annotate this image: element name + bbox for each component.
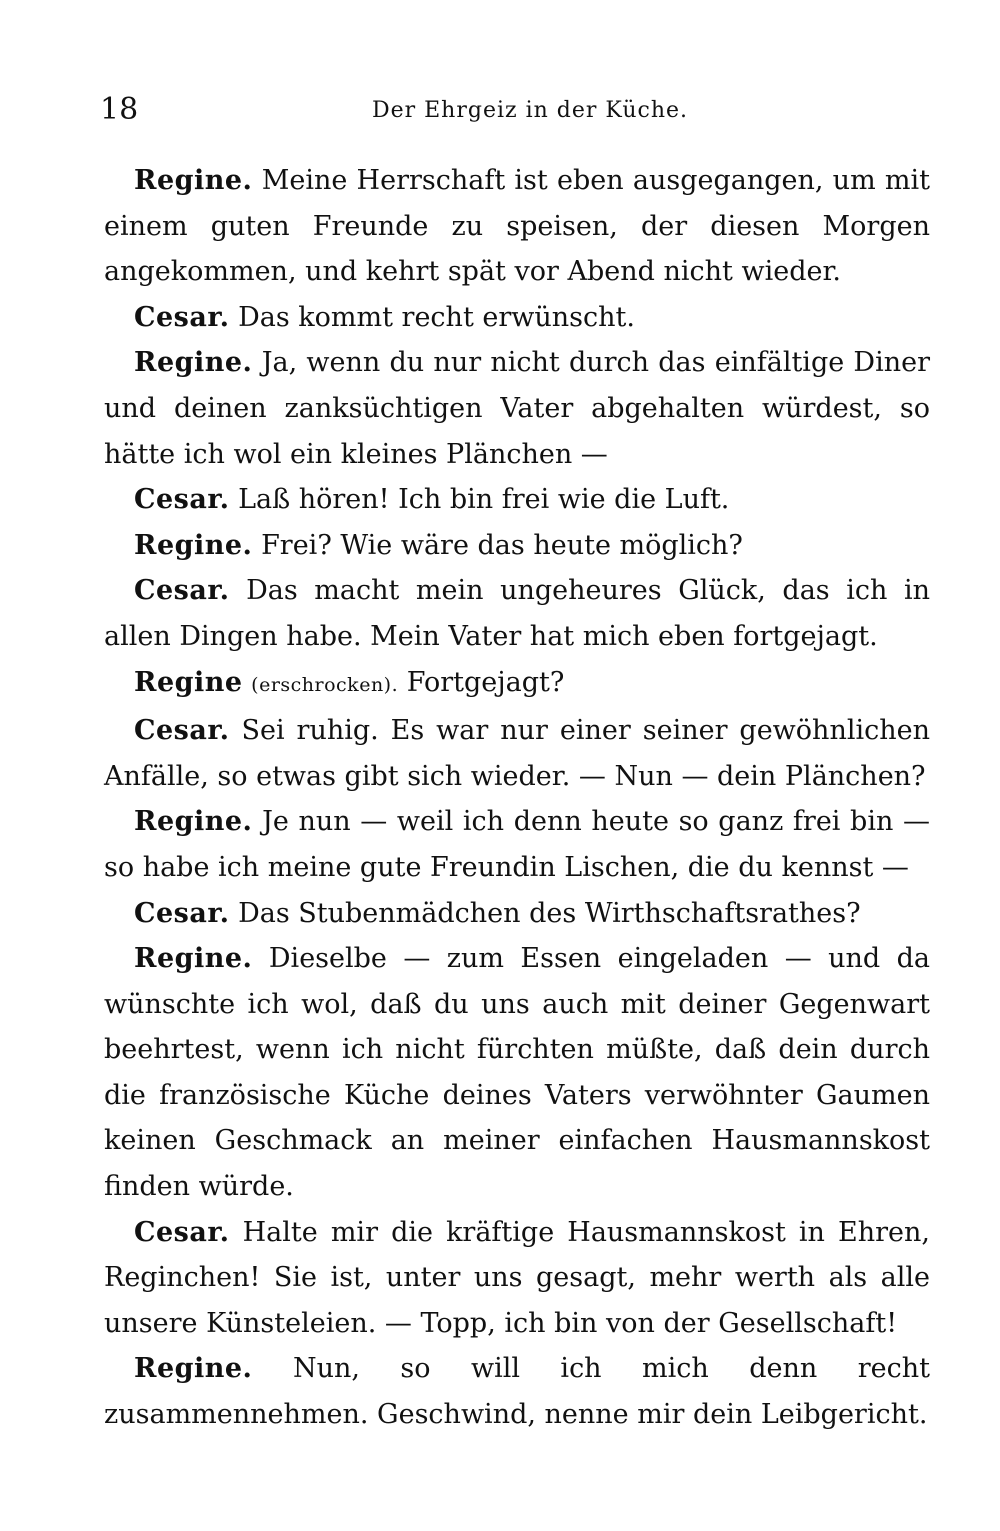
dialogue-paragraph xyxy=(104,158,930,295)
speech-text: Ja, wenn du nur nicht durch das einfältige Diner und deinen zanksüchtigen Vater abgehalten würdest, so hätte ich wol ein kleines Plänchen — xyxy=(104,347,930,470)
dialogue-paragraph xyxy=(104,660,930,709)
speaker-name: Cesar. xyxy=(134,301,230,333)
dialogue-paragraph xyxy=(104,1346,930,1437)
speech-text: Das Stubenmädchen des Wirthschaftsrathes? xyxy=(238,897,861,929)
speech-text: Laß hören! Ich bin frei wie die Luft. xyxy=(238,484,730,516)
speaker-name: Regine. xyxy=(134,347,253,379)
speech-text: Je nun — weil ich denn heute so ganz frei bin — so habe ich meine gute Freundin Lischen, die du kennst — xyxy=(104,806,930,883)
speaker-name: Regine. xyxy=(134,529,253,561)
speaker-name: Cesar. xyxy=(134,484,230,516)
speaker-name: Cesar. xyxy=(134,897,230,929)
speaker-name: Regine xyxy=(134,666,243,698)
speech-text: Meine Herrschaft ist eben ausgegangen, um mit einem guten Freunde zu speisen, der diesen Morgen angekommen, und kehrt spät vor Abend nicht wieder. xyxy=(104,165,930,288)
stage-direction: (erschrocken). xyxy=(251,673,399,696)
speech-text: Frei? Wie wäre das heute möglich? xyxy=(261,529,743,561)
speech-text: Nun, so will ich mich denn recht zusammennehmen. Geschwind, nenne mir dein Leibgericht. xyxy=(104,1353,930,1431)
dialogue-paragraph xyxy=(104,523,930,569)
dialogue-paragraph xyxy=(104,891,930,937)
page-number: 18 xyxy=(100,92,139,127)
speaker-name: Cesar. xyxy=(134,575,230,607)
dialogue-paragraph xyxy=(104,340,930,477)
speech-text: Halte mir die kräftige Hausmannskost in Ehren, Reginchen! Sie ist, unter uns gesagt, mehr werth als alle unsere Künsteleien. — Topp, ich bin von der Gesellschaft! xyxy=(104,1216,930,1339)
speaker-name: Regine. xyxy=(134,806,253,838)
dialogue-paragraph xyxy=(104,477,930,523)
dialogue-paragraph xyxy=(104,799,930,890)
speaker-name: Regine. xyxy=(134,1353,253,1385)
speaker-name: Cesar. xyxy=(134,715,230,747)
speech-text: Das macht mein ungeheures Glück, das ich in allen Dingen habe. Mein Vater hat mich eben fortgejagt. xyxy=(104,575,930,652)
speech-text: Fortgejagt? xyxy=(406,666,565,698)
dialogue-paragraph xyxy=(104,936,930,1210)
speech-text: Sei ruhig. Es war nur einer seiner gewöhnlichen Anfälle, so etwas gibt sich wieder. — Nun — dein Plänchen? xyxy=(104,715,930,792)
speaker-name: Regine. xyxy=(134,165,253,196)
running-head xyxy=(100,92,920,132)
dialogue-paragraph xyxy=(104,1210,930,1347)
speech-text: Dieselbe — zum Essen eingeladen — und da wünschte ich wol, daß du uns auch mit deiner Gegenwart beehrtest, wenn ich nicht fürchten müßte, daß dein durch die französische Küche deines Vaters verwöhnter Gaumen keinen Geschmack an meiner einfachen Hausmannskost finden würde. xyxy=(104,943,930,1203)
speaker-name: Cesar. xyxy=(134,1216,230,1248)
dialogue-paragraph xyxy=(104,708,930,799)
running-title: Der Ehrgeiz in der Küche. xyxy=(371,98,689,123)
speaker-name: Regine. xyxy=(134,943,253,975)
dialogue-text xyxy=(104,158,930,1438)
dialogue-paragraph xyxy=(104,295,930,341)
speech-text: Das kommt recht erwünscht. xyxy=(238,301,635,333)
dialogue-paragraph xyxy=(104,568,930,659)
